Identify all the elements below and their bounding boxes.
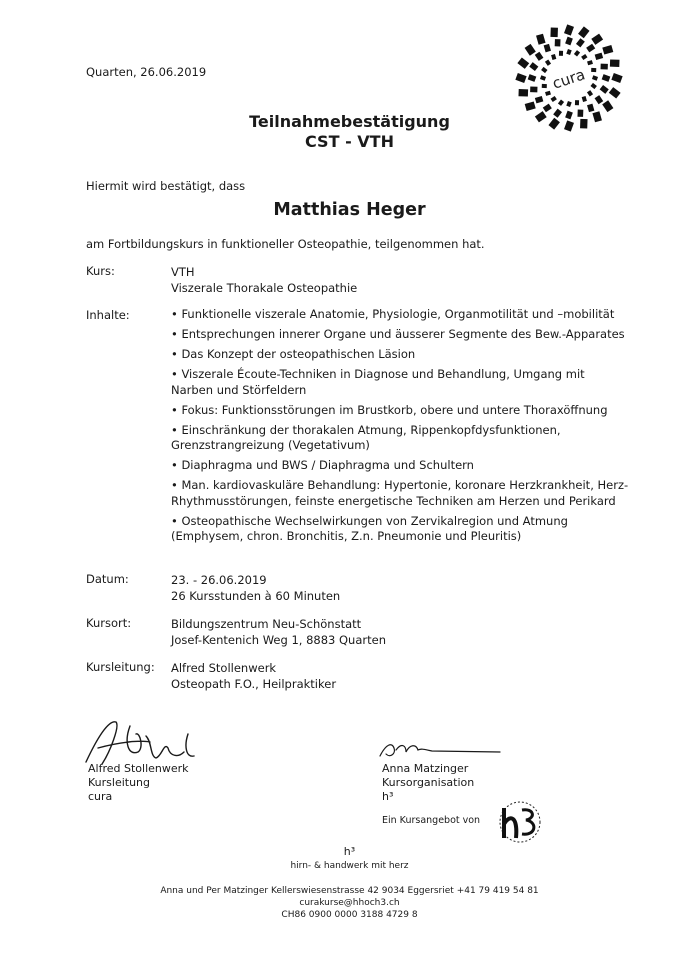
place-date: Quarten, 26.06.2019 — [86, 65, 207, 79]
logo-ray — [610, 59, 620, 67]
logo-ray — [581, 54, 587, 60]
logo-ray — [587, 60, 593, 65]
logo-ray — [528, 74, 537, 82]
venue-label: Kursort: — [86, 616, 132, 630]
contents-item: • Einschränkung der thorakalen Atmung, Rippenkopfdysfunktionen, Grenzstrangreizung (Vegetativum) — [171, 422, 561, 452]
cura-logo-text: cura — [550, 65, 588, 93]
logo-ray — [525, 44, 536, 56]
course-code: VTH — [171, 265, 195, 279]
logo-ray — [602, 45, 613, 55]
logo-ray — [564, 24, 574, 35]
signature-right-icon — [376, 738, 506, 762]
document-subtitle: CST - VTH — [305, 132, 394, 151]
logo-ray — [543, 104, 552, 113]
signer-right-role: Kursorganisation — [382, 776, 475, 789]
venue-address: Josef-Kentenich Weg 1, 8883 Quarten — [171, 633, 386, 647]
logo-ray — [574, 50, 580, 56]
document-title: Teilnahmebestätigung — [249, 112, 450, 131]
contents-item: • Man. kardiovaskuläre Behandlung: Hypertonie, koronare Herzkrankheit, Herz- Rhythmusstörungen, feinste energetische Techniken am Herzen und Perikard — [171, 478, 629, 508]
logo-ray — [518, 89, 528, 97]
h3-logo-icon — [494, 800, 546, 844]
footer-email: curakurse@hhoch3.ch — [299, 898, 400, 908]
logo-ray — [555, 39, 561, 46]
logo-ray — [540, 75, 546, 80]
logo-ray — [535, 52, 544, 61]
logo-ray — [551, 54, 556, 60]
offer-text: Ein Kursangebot von — [382, 815, 481, 826]
logo-ray — [558, 99, 564, 105]
logo-ray — [542, 84, 547, 88]
date-range: 23. - 26.06.2019 — [171, 573, 267, 587]
participation-statement: am Fortbildungskurs in funktioneller Osteopathie, teilgenommen hat. — [86, 237, 485, 251]
contents-item: • Funktionelle viszerale Anatomie, Physiologie, Organmotilität und –mobilität — [171, 307, 615, 321]
signer-right-org: h³ — [382, 790, 394, 803]
contents-item: • Diaphragma und BWS / Diaphragma und Schultern — [171, 458, 474, 472]
logo-ray — [582, 96, 587, 102]
logo-ray — [517, 57, 529, 68]
course-name: Viszerale Thorakale Osteopathie — [171, 281, 358, 295]
lead-qualification: Osteopath F.O., Heilpraktiker — [171, 677, 337, 691]
logo-ray — [611, 73, 622, 83]
course-label: Kurs: — [86, 264, 115, 278]
signer-left-role: Kursleitung — [88, 776, 151, 789]
logo-ray — [602, 100, 613, 112]
logo-ray — [587, 90, 593, 96]
signature-left — [88, 762, 189, 804]
signer-right-name: Anna Matzinger — [382, 762, 469, 775]
contents-list — [171, 307, 651, 549]
footer-tagline: hirn- & handwerk mit herz — [290, 861, 409, 871]
date-label: Datum: — [86, 572, 129, 586]
signer-left-name: Alfred Stollenwerk — [88, 762, 189, 775]
participant-name: Matthias Heger — [273, 200, 426, 220]
signer-left-org: cura — [88, 790, 113, 803]
logo-ray — [545, 60, 551, 66]
logo-ray — [586, 44, 595, 53]
logo-ray — [587, 104, 594, 112]
logo-ray — [541, 67, 547, 73]
contents-label: Inhalte: — [86, 308, 130, 322]
logo-ray — [566, 49, 571, 55]
lead-name: Alfred Stollenwerk — [171, 661, 277, 675]
venue-name: Bildungszentrum Neu-Schönstatt — [171, 617, 362, 631]
contents-item: • Entsprechungen innerer Organe und äusserer Segmente des Bew.-Apparates — [171, 327, 625, 341]
logo-ray — [544, 44, 551, 52]
logo-ray — [550, 27, 558, 37]
logo-ray — [529, 62, 538, 71]
contents-item: • Osteopathische Wechselwirkungen von Zervikalregion und Atmung (Emphysem, chron. Bronchitis, Z.n. Pneumonie und Pleuritis) — [171, 513, 568, 543]
contents-item: • Das Konzept der osteopathischen Läsion — [171, 347, 416, 361]
logo-ray — [602, 74, 611, 82]
logo-ray — [609, 87, 621, 98]
logo-ray — [575, 100, 579, 105]
contents-item: • Viszerale Écoute-Techniken in Diagnose und Behandlung, Umgang mit Narben und Störfeldern — [171, 367, 585, 397]
logo-ray — [600, 85, 609, 94]
logo-ray — [576, 38, 585, 47]
logo-ray — [595, 53, 603, 60]
logo-ray — [536, 34, 546, 45]
logo-ray — [565, 37, 573, 46]
footer-brand: h³ — [343, 845, 356, 858]
footer-address: Anna und Per Matzinger Kellerswiesenstrasse 42 9034 Eggersriet +41 79 419 54 81 — [160, 886, 539, 896]
logo-ray — [545, 91, 551, 96]
logo-ray — [535, 96, 543, 103]
logo-ray — [578, 26, 589, 38]
logo-ray — [566, 101, 571, 107]
logo-ray — [591, 34, 603, 45]
logo-ray — [515, 73, 526, 83]
logo-ray — [530, 86, 537, 92]
logo-ray — [525, 101, 536, 111]
contents-item: • Fokus: Funktionsstörungen im Brustkorb, obere und untere Thoraxöffnung — [171, 402, 608, 417]
logo-ray — [592, 75, 598, 80]
logo-ray — [595, 95, 604, 104]
logo-ray — [590, 83, 596, 89]
footer-iban: CH86 0900 0000 3188 4729 8 — [281, 910, 418, 920]
course-hours: 26 Kursstunden à 60 Minuten — [171, 589, 341, 603]
logo-ray — [551, 96, 557, 102]
logo-ray — [559, 51, 563, 56]
logo-ray — [601, 64, 608, 70]
intro-text: Hiermit wird bestätigt, dass — [86, 179, 246, 193]
lead-label: Kursleitung: — [86, 660, 155, 674]
signature-right — [382, 762, 474, 804]
logo-ray — [591, 68, 596, 72]
